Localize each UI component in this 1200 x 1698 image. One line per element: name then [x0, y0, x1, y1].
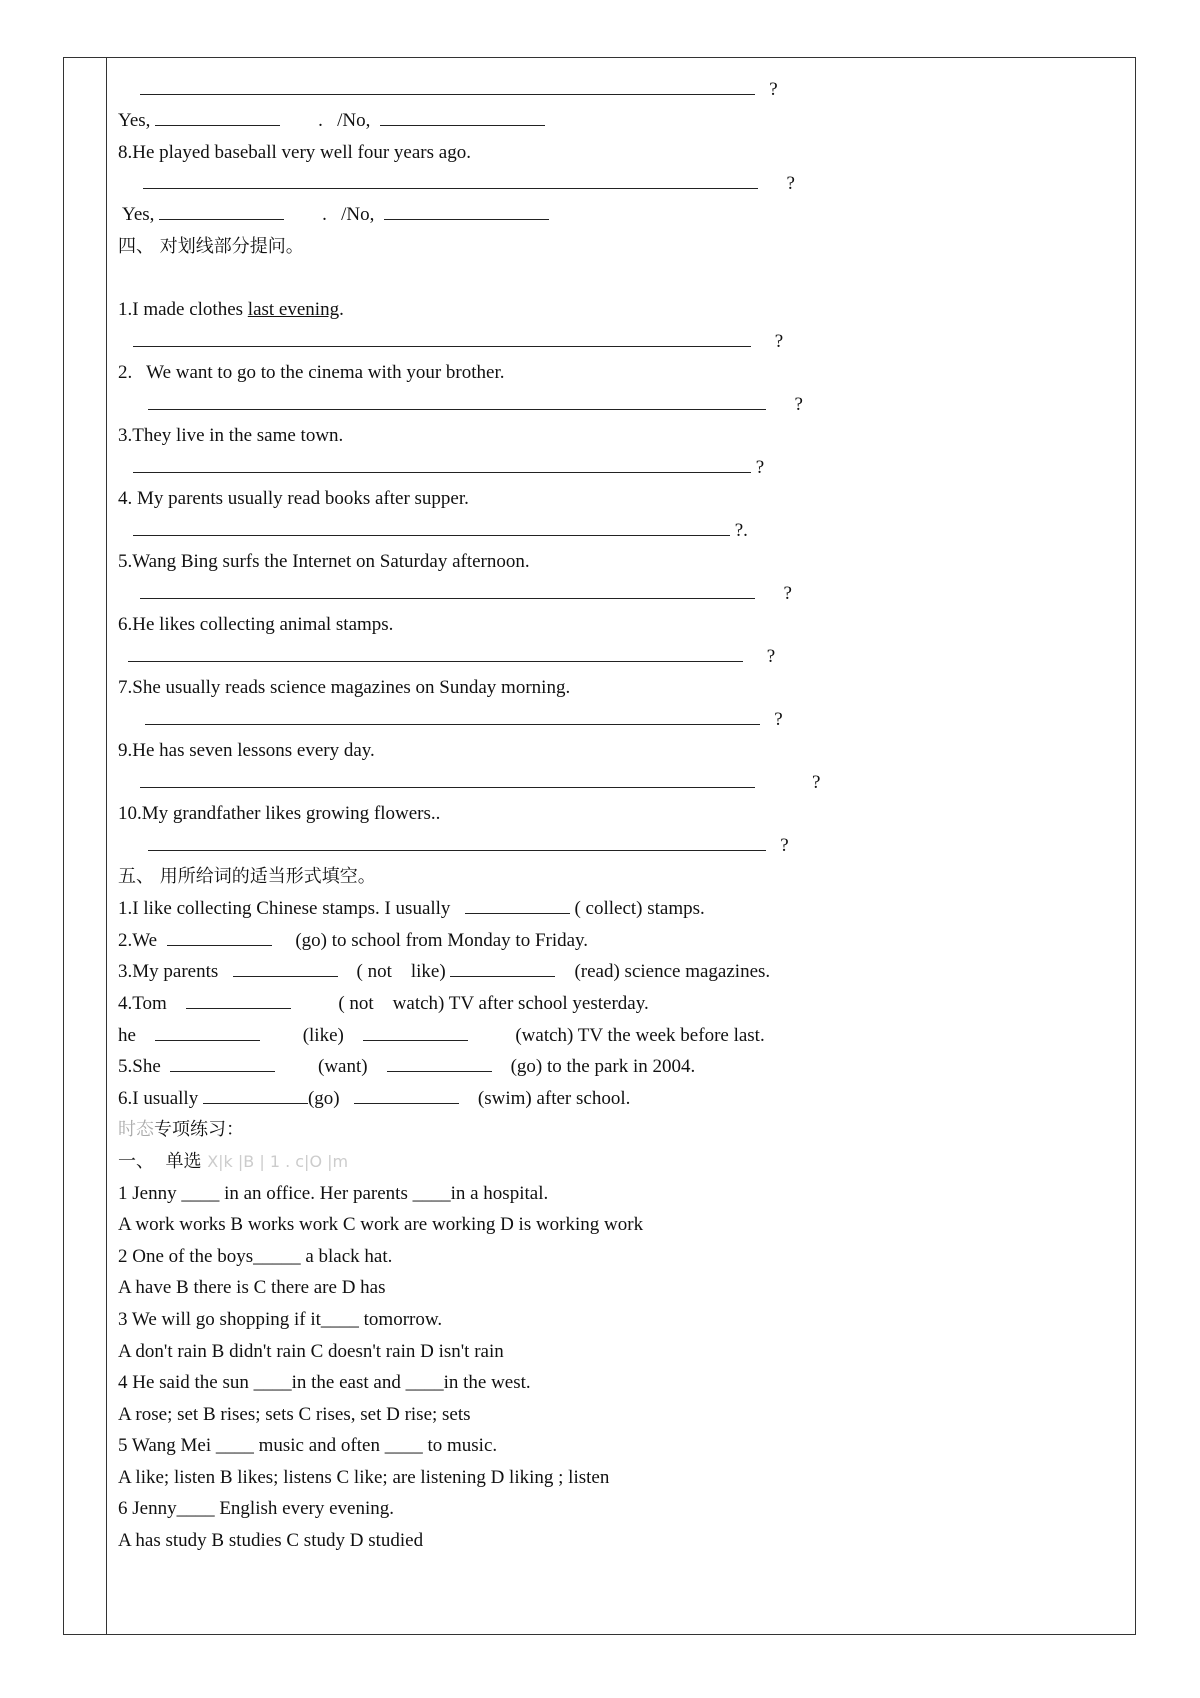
blank[interactable]	[186, 992, 291, 1009]
blank[interactable]	[354, 1087, 459, 1104]
blank[interactable]	[145, 708, 760, 725]
s5-item-2	[118, 929, 588, 953]
item-text: (like)	[302, 1025, 344, 1046]
s4-item-10: 10.My grandfather likes growing flowers..	[118, 803, 441, 824]
item-text: (watch) TV the week before last.	[515, 1025, 765, 1046]
question-mark: ?	[766, 646, 776, 667]
mc-question: 4 He said the sun ____in the east and ____in the west.	[118, 1372, 531, 1393]
mc-question: 6 Jenny____ English every evening.	[118, 1498, 394, 1519]
blank[interactable]	[140, 78, 755, 95]
question-mark: ?	[783, 583, 792, 604]
answer-line	[140, 771, 820, 795]
blank[interactable]	[148, 834, 766, 851]
question-mark: ?	[774, 331, 784, 352]
question-mark: ?.	[734, 520, 748, 541]
s5-item-4	[118, 992, 649, 1016]
no-label: /No,	[337, 110, 371, 131]
blank[interactable]	[159, 203, 284, 220]
mc-question: 2 One of the boys_____ a black hat.	[118, 1246, 393, 1267]
answer-line	[133, 519, 748, 543]
blank[interactable]	[140, 771, 755, 788]
s4-item-7: 7.She usually reads science magazines on Sunday morning.	[118, 677, 571, 698]
item-text: (swim) after school.	[477, 1088, 631, 1109]
mc-question: 5 Wang Mei ____ music and often ____ to music.	[118, 1435, 498, 1456]
blank[interactable]	[465, 897, 570, 914]
no-label: /No,	[341, 204, 375, 225]
blank[interactable]	[384, 203, 549, 220]
item-text: ( not watch) TV after school yesterday.	[338, 993, 649, 1014]
left-margin-rule	[106, 57, 107, 1635]
blank[interactable]	[233, 960, 338, 977]
mc-options: A don't rain B didn't rain C doesn't rain D isn't rain	[118, 1341, 504, 1362]
answer-line	[143, 172, 795, 196]
item-text: .	[339, 299, 344, 320]
item-8: 8.He played baseball very well four years ago.	[118, 142, 471, 163]
yes-no-line	[122, 203, 549, 227]
question-mark: ?	[794, 394, 803, 415]
blank[interactable]	[363, 1024, 468, 1041]
section-5-heading: 五、 用所给词的适当形式填空。	[118, 866, 376, 887]
item-text: 6.I usually	[118, 1088, 199, 1109]
s5-item-4b	[118, 1024, 765, 1048]
blank[interactable]	[380, 109, 545, 126]
answer-line	[128, 645, 775, 669]
yes-no-line	[118, 109, 545, 133]
answer-line	[133, 456, 764, 480]
item-text: 1.I made clothes	[118, 299, 248, 320]
answer-line	[140, 582, 792, 606]
answer-line	[145, 708, 783, 732]
blank[interactable]	[450, 960, 555, 977]
question-mark: ?	[755, 457, 765, 478]
blank[interactable]	[203, 1087, 308, 1104]
item-text: he	[118, 1025, 136, 1046]
item-text: 5.She	[118, 1056, 161, 1077]
s5-item-5	[118, 1055, 695, 1079]
blank[interactable]	[167, 929, 272, 946]
single-choice-heading	[118, 1150, 348, 1174]
blank[interactable]	[170, 1055, 275, 1072]
item-text: (want)	[318, 1056, 368, 1077]
item-text: (read) science magazines.	[574, 961, 771, 982]
heading-text: 专项练习：	[154, 1119, 244, 1140]
underlined-part: last evening	[247, 299, 340, 320]
item-text: (go)	[307, 1088, 340, 1109]
s5-item-3	[118, 960, 770, 984]
blank[interactable]	[148, 393, 766, 410]
answer-line	[148, 393, 803, 417]
s4-item-4: 4. My parents usually read books after supper.	[118, 488, 469, 509]
mc-question: 3 We will go shopping if it____ tomorrow.	[118, 1309, 443, 1330]
blank[interactable]	[155, 1024, 260, 1041]
blank[interactable]	[133, 519, 730, 536]
s4-item-2: 2. We want to go to the cinema with your brother.	[118, 362, 505, 383]
s4-item-6: 6.He likes collecting animal stamps.	[118, 614, 394, 635]
yes-label: Yes,	[122, 204, 155, 225]
question-mark: ?	[786, 173, 795, 194]
s4-item-5: 5.Wang Bing surfs the Internet on Saturday afternoon.	[118, 551, 530, 572]
watermark: X|k |B | 1 . c|O |m	[207, 1152, 349, 1171]
item-text: (go) to the park in 2004.	[510, 1056, 696, 1077]
blank[interactable]	[128, 645, 743, 662]
item-text: 3.My parents	[118, 961, 219, 982]
question-mark: ?	[812, 772, 821, 793]
question-mark: ?	[780, 835, 789, 856]
answer-line	[133, 330, 783, 354]
period: .	[322, 204, 327, 225]
subheading: 一、 单选	[118, 1151, 202, 1172]
blank[interactable]	[143, 172, 758, 189]
mc-options: A rose; set B rises; sets C rises, set D rise; sets	[118, 1404, 471, 1425]
item-text: 1.I like collecting Chinese stamps. I usually	[118, 898, 451, 919]
s4-item-3: 3.They live in the same town.	[118, 425, 344, 446]
blank[interactable]	[133, 456, 751, 473]
mc-options: A like; listen B likes; listens C like; are listening D liking ; listen	[118, 1467, 610, 1488]
yes-label: Yes,	[118, 110, 151, 131]
item-text: 2.We	[118, 930, 158, 951]
blank[interactable]	[387, 1055, 492, 1072]
item-text: ( collect) stamps.	[574, 898, 705, 919]
question-mark: ?	[769, 79, 778, 100]
blank[interactable]	[133, 330, 751, 347]
blank[interactable]	[155, 109, 280, 126]
period: .	[318, 110, 323, 131]
answer-line	[148, 834, 789, 858]
heading-faint: 时态	[118, 1119, 154, 1140]
section-4-heading: 四、 对划线部分提问。	[118, 236, 304, 257]
mc-options: A have B there is C there are D has	[118, 1277, 386, 1298]
tense-practice-heading	[118, 1118, 244, 1142]
s5-item-6	[118, 1087, 630, 1111]
mc-question: 1 Jenny ____ in an office. Her parents ____in a hospital.	[118, 1183, 549, 1204]
mc-options: A work works B works work C work are working D is working work	[118, 1214, 644, 1235]
question-mark: ?	[774, 709, 783, 730]
s4-item-9: 9.He has seven lessons every day.	[118, 740, 375, 761]
item-text: 4.Tom	[118, 993, 167, 1014]
mc-options: A has study B studies C study D studied	[118, 1530, 424, 1551]
item-text: (go) to school from Monday to Friday.	[295, 930, 589, 951]
answer-line	[140, 78, 778, 102]
s4-item-1	[118, 298, 344, 322]
s5-item-1	[118, 897, 705, 921]
item-text: ( not like)	[356, 961, 446, 982]
blank[interactable]	[140, 582, 755, 599]
